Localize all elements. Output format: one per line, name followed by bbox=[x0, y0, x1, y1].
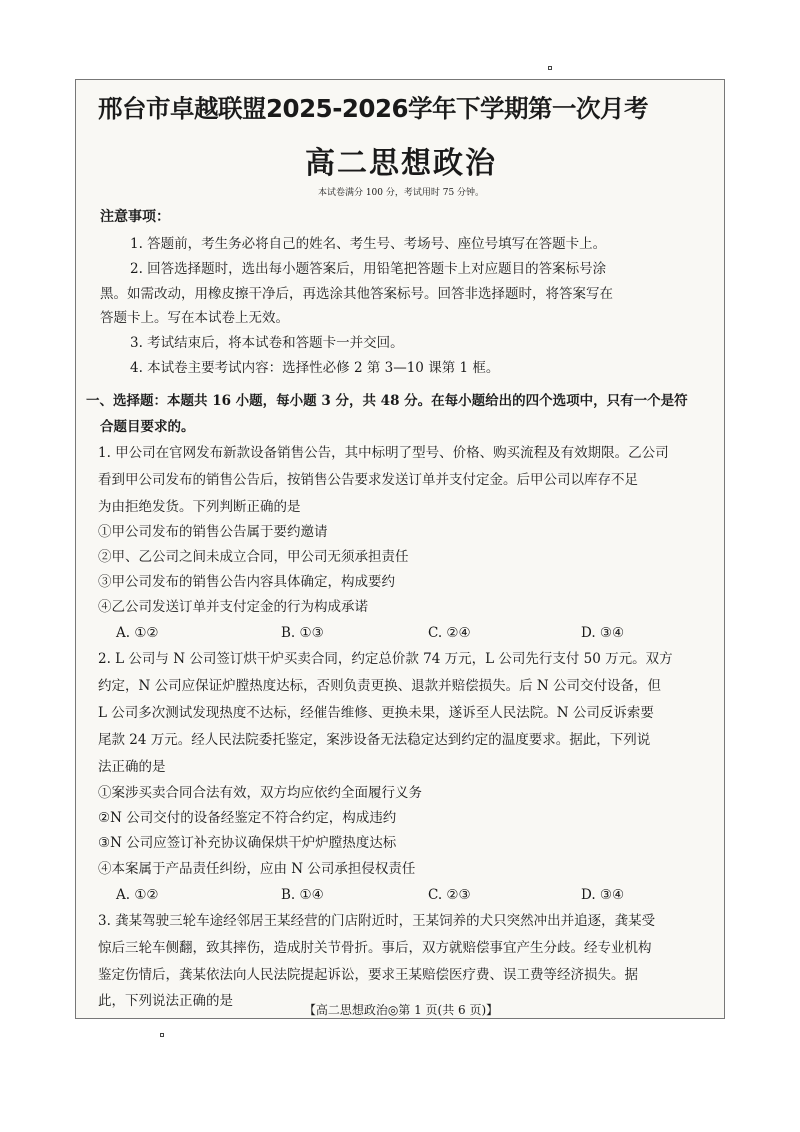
subject-title: 高二思想政治 bbox=[305, 146, 497, 181]
section-heading-cont: 合题目要求的。 bbox=[100, 419, 195, 435]
question-2-item: ④本案属于产品责任纠纷，应由 N 公司承担侵权责任 bbox=[98, 861, 416, 877]
notice-line: 黑。如需改动，用橡皮擦干净后，再选涂其他答案标号。回答非选择题时，将答案写在 bbox=[100, 286, 613, 302]
question-1-option-c: C. ②④ bbox=[428, 625, 471, 641]
question-2-item: ②N 公司交付的设备经鉴定不符合约定，构成违约 bbox=[98, 810, 397, 826]
question-2-option-d: D. ③④ bbox=[581, 887, 625, 903]
question-3-stem: 鉴定伤情后，龚某依法向人民法院提起诉讼，要求王某赔偿医疗费、误工费等经济损失。据 bbox=[98, 967, 638, 983]
question-1-stem: 看到甲公司发布的销售公告后，按销售公告要求发送订单并支付定金。后甲公司以库存不足 bbox=[98, 472, 638, 488]
question-1-option-b: B. ①③ bbox=[281, 625, 324, 641]
section-heading: 一、选择题：本题共 16 小题，每小题 3 分，共 48 分。在每小题给出的四个选项中，只有一个是符 bbox=[86, 393, 688, 409]
exam-title: 邢台市卓越联盟2025-2026学年下学期第一次月考 bbox=[98, 94, 649, 123]
notice-line: 2. 回答选择题时，选出每小题答案后，用铅笔把答题卡上对应题目的答案标号涂 bbox=[130, 261, 607, 277]
notice-line: 1. 答题前，考生务必将自己的姓名、考生号、考场号、座位号填写在答题卡上。 bbox=[130, 236, 607, 252]
question-1-item: ④乙公司发送订单并支付定金的行为构成承诺 bbox=[98, 599, 368, 615]
question-2-option-b: B. ①④ bbox=[281, 887, 324, 903]
question-2-stem: L 公司多次测试发现热度不达标，经催告维修、更换未果，遂诉至人民法院。N 公司反诉索要 bbox=[98, 705, 654, 721]
question-1-item: ②甲、乙公司之间未成立合同，甲公司无须承担责任 bbox=[98, 549, 409, 565]
question-3-stem: 此，下列说法正确的是 bbox=[98, 993, 233, 1009]
page-footer: 【高二思想政治◎第 1 页(共 6 页)】 bbox=[303, 1003, 499, 1017]
question-3-stem: 3. 龚某驾驶三轮车途经邻居王某经营的门店附近时，王某饲养的犬只突然冲出并追逐，龚某受 bbox=[98, 913, 656, 929]
question-1-option-d: D. ③④ bbox=[581, 625, 625, 641]
scan-mark-bottom bbox=[160, 1033, 164, 1037]
scan-mark-top bbox=[548, 66, 552, 70]
notice-heading: 注意事项： bbox=[100, 209, 170, 225]
question-1-stem: 为由拒绝发货。下列判断正确的是 bbox=[98, 499, 301, 515]
exam-info: 本试卷满分 100 分，考试用时 75 分钟。 bbox=[317, 188, 485, 198]
question-1-stem: 1. 甲公司在官网发布新款设备销售公告，其中标明了型号、价格、购买流程及有效期限。乙公司 bbox=[98, 445, 669, 461]
question-2-option-a: A. ①② bbox=[116, 887, 159, 903]
exam-page bbox=[75, 79, 725, 1019]
question-2-stem: 约定，N 公司应保证炉膛热度达标，否则负责更换、退款并赔偿损失。后 N 公司交付设备，但 bbox=[98, 678, 661, 694]
notice-line: 4. 本试卷主要考试内容：选择性必修 2 第 3—10 课第 1 框。 bbox=[130, 360, 500, 376]
question-2-stem: 法正确的是 bbox=[98, 759, 166, 775]
question-2-item: ③N 公司应签订补充协议确保烘干炉炉膛热度达标 bbox=[98, 835, 397, 851]
question-2-stem: 2. L 公司与 N 公司签订烘干炉买卖合同，约定总价款 74 万元，L 公司先行支付 50 万元。双方 bbox=[98, 651, 673, 667]
question-1-item: ③甲公司发布的销售公告内容具体确定，构成要约 bbox=[98, 574, 395, 590]
question-2-stem: 尾款 24 万元。经人民法院委托鉴定，案涉设备无法稳定达到约定的温度要求。据此，下列说 bbox=[98, 732, 651, 748]
question-2-item: ①案涉买卖合同合法有效，双方均应依约全面履行义务 bbox=[98, 785, 422, 801]
question-1-item: ①甲公司发布的销售公告属于要约邀请 bbox=[98, 524, 328, 540]
notice-line: 3. 考试结束后，将本试卷和答题卡一并交回。 bbox=[130, 335, 404, 351]
question-1-option-a: A. ①② bbox=[116, 625, 159, 641]
notice-line: 答题卡上。写在本试卷上无效。 bbox=[100, 310, 289, 326]
question-2-option-c: C. ②③ bbox=[428, 887, 471, 903]
question-3-stem: 惊后三轮车侧翻，致其摔伤，造成肘关节骨折。事后，双方就赔偿事宜产生分歧。经专业机构 bbox=[98, 940, 652, 956]
